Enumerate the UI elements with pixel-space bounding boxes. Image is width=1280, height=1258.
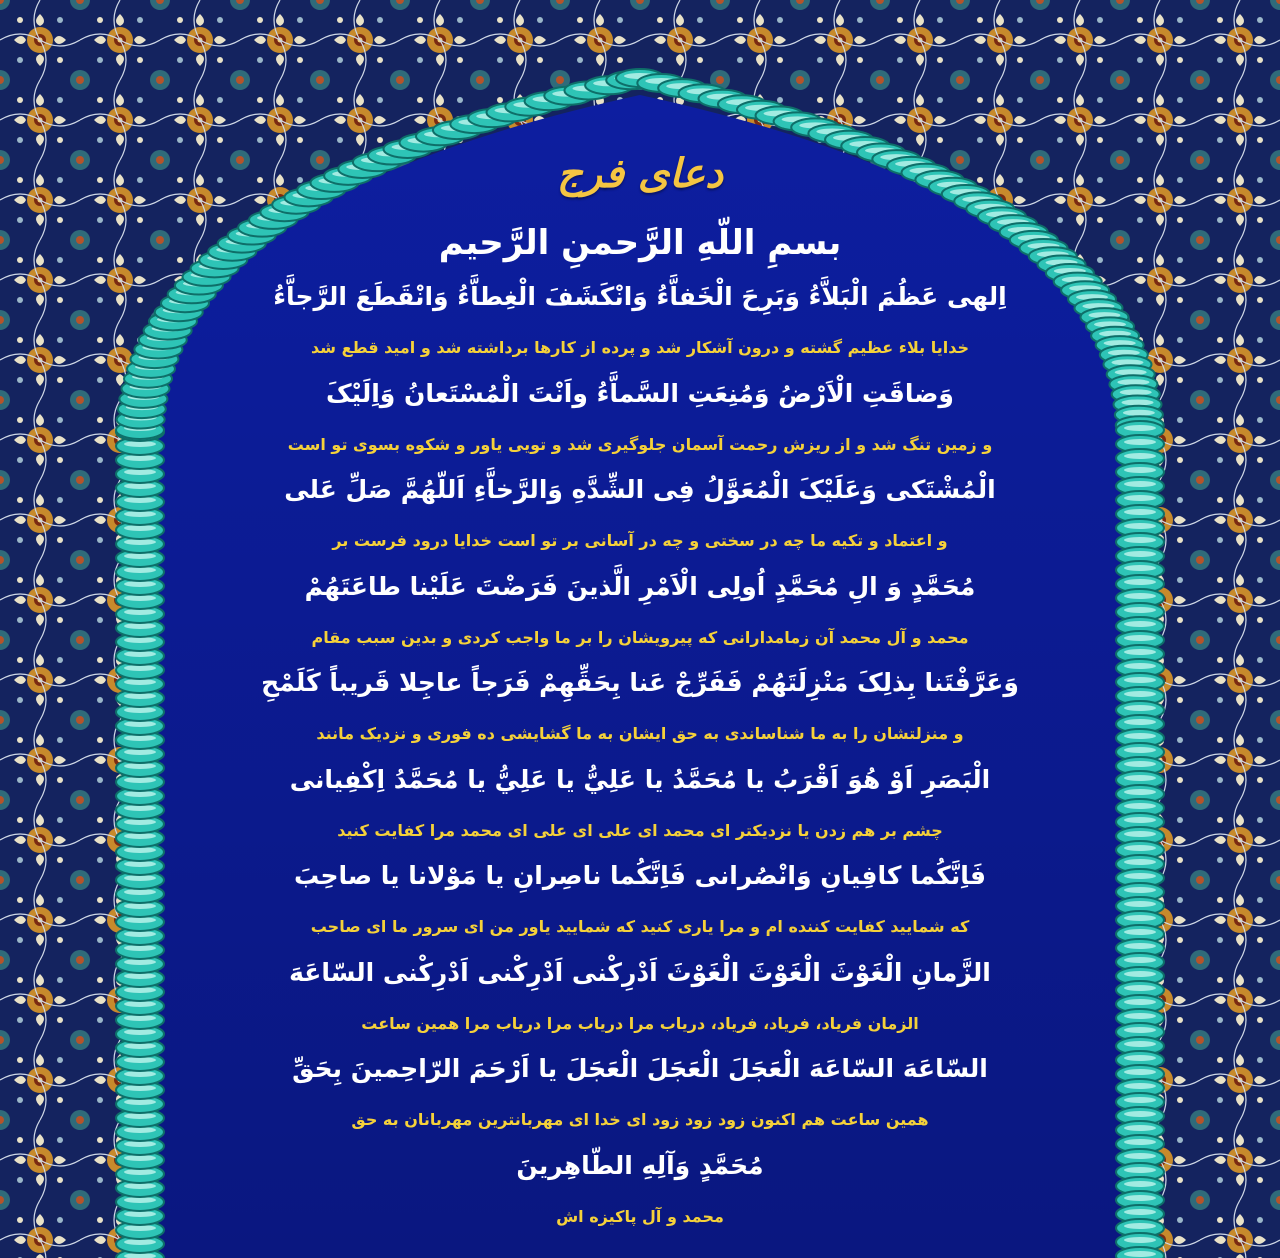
rope-highlight [1124, 705, 1156, 711]
persian-translation: و زمین تنگ شد و از ریزش رحمت آسمان جلوگیری شد و تویی یاور و شکوه بسوی تو است [287, 434, 993, 454]
rope-highlight [1124, 649, 1156, 655]
rope-highlight [1124, 1041, 1156, 1047]
rope-highlight [1124, 1097, 1156, 1103]
rope-highlight [1124, 509, 1156, 515]
basmala: بسمِ اللّهِ الرَّحمنِ الرَّحيم [438, 223, 842, 263]
rope-highlight [1124, 565, 1156, 571]
rope-highlight [1124, 1139, 1156, 1145]
rope-highlight [1124, 1251, 1156, 1257]
rope-highlight [1124, 467, 1156, 473]
arabic-line: السّاعَهَ السّاعَهَ الْعَجَلَ الْعَجَلَ الْعَجَلَ يا اَرْحَمَ الرّاحِمينَ بِحَقِّ [292, 1054, 988, 1083]
rope-highlight [1124, 1237, 1156, 1243]
arabic-line: الزَّمانِ الْغَوْثَ الْغَوْثَ الْغَوْثَ اَدْرِکْنی اَدْرِکْنی اَدْرِکْنی السّاعَهَ [289, 957, 991, 987]
arabic-line: فَاِنَّکُما کافِيانِ وَانْصُرانی فَاِنَّکُما ناصِرانِ يا مَوْلانا يا صاحِبَ [294, 861, 986, 890]
arabic-line: مُحَمَّدٍ وَ الِ مُحَمَّدٍ اُولِی الْاَمْرِ الَّذينَ فَرَضْتَ عَلَيْنا طاعَتَهُمْ [304, 571, 976, 601]
rope-highlight [1124, 607, 1156, 613]
arabic-line: الْمُشْتَکی وَعَلَيْکَ الْمُعَوَّلُ فِی الشِّدَّهِ وَالرَّخاَّءِ اَللّهُمَّ صَلِّ عَلی [284, 475, 996, 504]
rope-highlight [1124, 523, 1156, 529]
rope-highlight [1124, 943, 1156, 949]
persian-translation: الزمان فریاد، فریاد، فریاد، دریاب مرا دریاب مرا دریاب مرا همین ساعت [361, 1013, 919, 1033]
rope-highlight [1123, 410, 1155, 416]
rope-highlight [1124, 1195, 1156, 1201]
rope-highlight [1124, 1181, 1156, 1187]
prayer-title: دعای فرج [556, 150, 724, 197]
rope-highlight [1124, 453, 1156, 459]
rope-highlight [1124, 999, 1156, 1005]
arabic-line: اِلهی عَظُمَ الْبَلاَّءُ وَبَرِحَ الْخَفاَّءُ وَانْکَشَفَ الْغِطاَّءُ وَانْقَطَعَ الرَّجاَّءُ [273, 282, 1007, 311]
persian-translation: که شمایید کفایت کننده ام و مرا یاری کنید که شمایید یاور من ای سرور ما ای صاحب [310, 917, 970, 936]
rope-highlight [1124, 621, 1156, 627]
rope-highlight [1124, 425, 1156, 431]
arabic-line: مُحَمَّدٍ وَآلِهِ الطّاهِرينَ [516, 1150, 764, 1180]
rope-highlight [1124, 901, 1156, 907]
persian-translation: محمد و آل محمد آن زمامدارانی که پیرویشان را بر ما واجب کردی و بدین سبب مقام [311, 627, 969, 647]
persian-translation: همین ساعت هم اکنون زود زود زود ای خدا ای مهربانترین مهربانان به حق [351, 1110, 929, 1129]
rope-highlight [1124, 845, 1156, 851]
persian-translation: و اعتماد و تکیه ما چه در سختی و چه در آسانی بر تو است خدایا درود فرست بر [332, 531, 948, 550]
rope-highlight [1124, 1083, 1156, 1089]
rope-highlight [1124, 551, 1156, 557]
persian-translation: چشم بر هم زدن یا نزدیکتر ای محمد ای علی ای علی ای محمد مرا کفایت کنید [337, 820, 943, 840]
persian-translation: محمد و آل پاکیزه اش [556, 1206, 724, 1226]
arabic-line: وَضاقَتِ الْاَرْضُ وَمُنِعَتِ السَّماَّءُ واَنْتَ الْمُسْتَعانُ وَاِلَيْکَ [326, 378, 954, 408]
rope-highlight [1124, 747, 1156, 753]
arabic-line: الْبَصَرِ اَوْ هُوَ اَقْرَبُ يا مُحَمَّدُ يا عَلِيُّ يا عَلِيُّ يا مُحَمَّدُ اِکْفِيانی [289, 764, 991, 794]
rope-highlight [1124, 803, 1156, 809]
arabic-line: وَعَرَّفْتَنا بِذلِکَ مَنْزِلَتَهُمْ فَفَرِّجْ عَنا بِحَقِّهِمْ فَرَجاً عاجِلا قَريباً کَلَمْحِ [261, 668, 1019, 697]
persian-translation: خدایا بلاء عظیم گشته و درون آشکار شد و پرده از کارها برداشته شد و امید قطع شد [311, 338, 969, 357]
persian-translation: و منزلتشان را به ما شناساندی به حق ایشان به ما گشایشی ده فوری و نزدیک مانند [316, 724, 964, 743]
